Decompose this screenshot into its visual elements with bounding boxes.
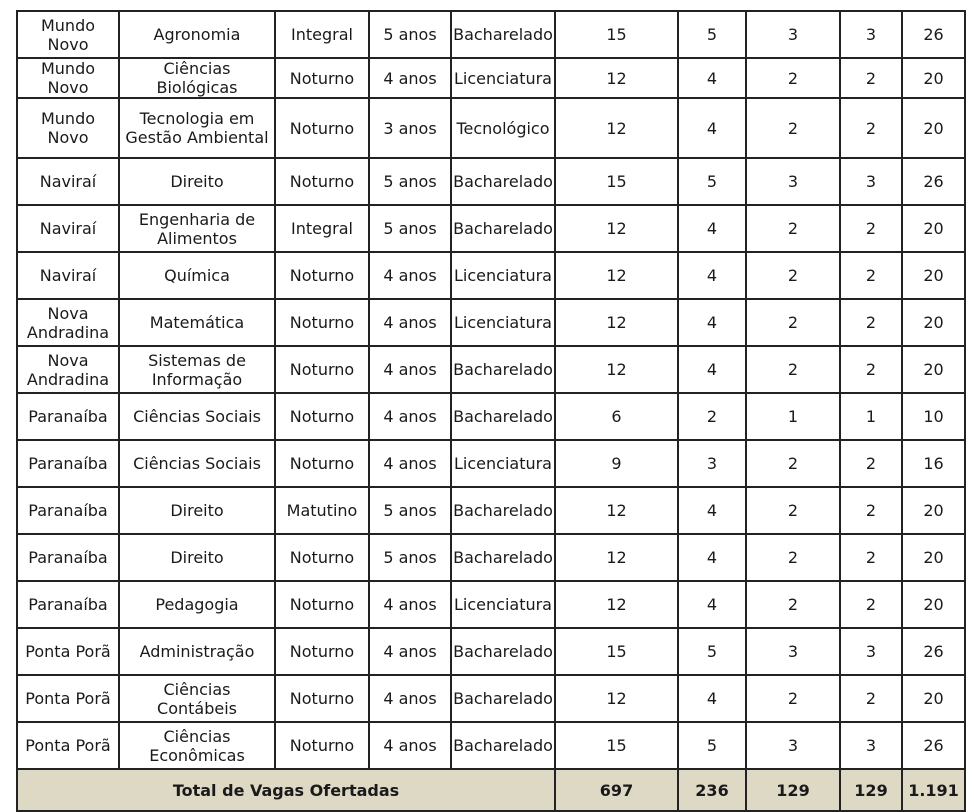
vagas-col2-cell: 4 (678, 346, 746, 393)
grau-cell: Licenciatura (451, 440, 555, 487)
campus-cell: Nova Andradina (17, 346, 119, 393)
duracao-cell: 5 anos (369, 205, 451, 252)
total-col4-value: 129 (840, 769, 902, 811)
duracao-cell: 4 anos (369, 628, 451, 675)
vagas-col3-cell: 3 (746, 158, 840, 205)
duracao-cell: 4 anos (369, 675, 451, 722)
vagas-total-cell: 10 (902, 393, 965, 440)
table-row (17, 393, 965, 440)
vagas-total-cell: 20 (902, 675, 965, 722)
table-row (17, 487, 965, 534)
table-row (17, 98, 965, 158)
grau-cell: Licenciatura (451, 581, 555, 628)
duracao-cell: 4 anos (369, 346, 451, 393)
grau-cell: Tecnológico (451, 98, 555, 158)
table-row (17, 252, 965, 299)
grau-cell: Bacharelado (451, 346, 555, 393)
vagas-col4-cell: 2 (840, 252, 902, 299)
vagas-total-cell: 16 (902, 440, 965, 487)
vagas-col3-cell: 3 (746, 628, 840, 675)
vagas-col1-cell: 15 (555, 158, 678, 205)
campus-cell: Naviraí (17, 158, 119, 205)
vagas-col1-cell: 15 (555, 628, 678, 675)
vagas-col4-cell: 1 (840, 393, 902, 440)
vagas-col3-cell: 2 (746, 487, 840, 534)
vagas-col2-cell: 4 (678, 675, 746, 722)
vagas-table (16, 10, 966, 812)
campus-cell: Naviraí (17, 205, 119, 252)
table-row (17, 628, 965, 675)
vagas-col1-cell: 12 (555, 252, 678, 299)
grau-cell: Bacharelado (451, 722, 555, 769)
curso-cell: Pedagogia (119, 581, 275, 628)
vagas-col2-cell: 4 (678, 205, 746, 252)
vagas-col2-cell: 4 (678, 98, 746, 158)
curso-cell: Administração (119, 628, 275, 675)
vagas-col3-cell: 2 (746, 299, 840, 346)
grau-cell: Bacharelado (451, 205, 555, 252)
vagas-total-cell: 20 (902, 252, 965, 299)
vagas-col3-cell: 3 (746, 722, 840, 769)
total-label: Total de Vagas Ofertadas (17, 769, 555, 811)
campus-cell: Paranaíba (17, 393, 119, 440)
vagas-col4-cell: 2 (840, 487, 902, 534)
table-row (17, 534, 965, 581)
vagas-col4-cell: 3 (840, 158, 902, 205)
vagas-col3-cell: 2 (746, 98, 840, 158)
vagas-col1-cell: 12 (555, 299, 678, 346)
turno-cell: Noturno (275, 299, 369, 346)
vagas-col1-cell: 12 (555, 205, 678, 252)
vagas-col1-cell: 12 (555, 534, 678, 581)
campus-cell: Paranaíba (17, 534, 119, 581)
vagas-col3-cell: 3 (746, 11, 840, 58)
curso-cell: Direito (119, 158, 275, 205)
vagas-total-cell: 26 (902, 722, 965, 769)
turno-cell: Noturno (275, 628, 369, 675)
vagas-col1-cell: 12 (555, 581, 678, 628)
campus-cell: Paranaíba (17, 487, 119, 534)
duracao-cell: 4 anos (369, 58, 451, 98)
campus-cell: Paranaíba (17, 440, 119, 487)
vagas-col2-cell: 4 (678, 58, 746, 98)
vagas-col3-cell: 2 (746, 534, 840, 581)
curso-cell: Química (119, 252, 275, 299)
vagas-col1-cell: 6 (555, 393, 678, 440)
vagas-col2-cell: 4 (678, 252, 746, 299)
vagas-col2-cell: 3 (678, 440, 746, 487)
curso-cell: Sistemas de Informação (119, 346, 275, 393)
campus-cell: Mundo Novo (17, 11, 119, 58)
vagas-total-cell: 26 (902, 628, 965, 675)
vagas-total-cell: 26 (902, 11, 965, 58)
vagas-col1-cell: 15 (555, 722, 678, 769)
vagas-col4-cell: 2 (840, 675, 902, 722)
table-row (17, 722, 965, 769)
vagas-total-cell: 20 (902, 205, 965, 252)
vagas-col3-cell: 2 (746, 346, 840, 393)
vagas-col4-cell: 2 (840, 581, 902, 628)
total-col2-value: 236 (678, 769, 746, 811)
table-row (17, 440, 965, 487)
duracao-cell: 5 anos (369, 158, 451, 205)
duracao-cell: 4 anos (369, 722, 451, 769)
vagas-col4-cell: 2 (840, 58, 902, 98)
grau-cell: Bacharelado (451, 393, 555, 440)
duracao-cell: 4 anos (369, 440, 451, 487)
vagas-col2-cell: 4 (678, 487, 746, 534)
vagas-total-cell: 20 (902, 487, 965, 534)
curso-cell: Ciências Sociais (119, 393, 275, 440)
vagas-total-cell: 20 (902, 534, 965, 581)
table-row (17, 205, 965, 252)
duracao-cell: 3 anos (369, 98, 451, 158)
turno-cell: Noturno (275, 252, 369, 299)
table-row (17, 58, 965, 98)
vagas-col1-cell: 12 (555, 346, 678, 393)
grau-cell: Licenciatura (451, 58, 555, 98)
vagas-col3-cell: 2 (746, 440, 840, 487)
grau-cell: Bacharelado (451, 675, 555, 722)
turno-cell: Noturno (275, 581, 369, 628)
turno-cell: Noturno (275, 346, 369, 393)
vagas-col4-cell: 2 (840, 205, 902, 252)
vagas-col1-cell: 15 (555, 11, 678, 58)
turno-cell: Noturno (275, 58, 369, 98)
vagas-col2-cell: 4 (678, 299, 746, 346)
vagas-total-cell: 20 (902, 581, 965, 628)
table-row (17, 675, 965, 722)
turno-cell: Noturno (275, 98, 369, 158)
vagas-total-cell: 20 (902, 299, 965, 346)
vagas-col1-cell: 12 (555, 487, 678, 534)
vagas-col4-cell: 3 (840, 628, 902, 675)
duracao-cell: 4 anos (369, 299, 451, 346)
vagas-col3-cell: 1 (746, 393, 840, 440)
duracao-cell: 5 anos (369, 11, 451, 58)
curso-cell: Ciências Biológicas (119, 58, 275, 98)
table-row (17, 581, 965, 628)
duracao-cell: 4 anos (369, 393, 451, 440)
duracao-cell: 5 anos (369, 487, 451, 534)
turno-cell: Noturno (275, 534, 369, 581)
vagas-col4-cell: 2 (840, 346, 902, 393)
total-row (17, 769, 965, 811)
campus-cell: Ponta Porã (17, 722, 119, 769)
grau-cell: Bacharelado (451, 534, 555, 581)
table-body (17, 11, 965, 811)
table-row (17, 346, 965, 393)
vagas-col3-cell: 2 (746, 252, 840, 299)
vagas-col1-cell: 12 (555, 58, 678, 98)
vagas-col3-cell: 2 (746, 58, 840, 98)
turno-cell: Integral (275, 205, 369, 252)
vagas-col3-cell: 2 (746, 581, 840, 628)
vagas-col3-cell: 2 (746, 675, 840, 722)
turno-cell: Matutino (275, 487, 369, 534)
turno-cell: Noturno (275, 722, 369, 769)
curso-cell: Direito (119, 487, 275, 534)
duracao-cell: 4 anos (369, 581, 451, 628)
vagas-total-cell: 20 (902, 98, 965, 158)
vagas-col2-cell: 4 (678, 534, 746, 581)
vagas-col4-cell: 3 (840, 722, 902, 769)
vagas-col2-cell: 5 (678, 158, 746, 205)
curso-cell: Ciências Contábeis (119, 675, 275, 722)
vagas-col3-cell: 2 (746, 205, 840, 252)
curso-cell: Engenharia de Alimentos (119, 205, 275, 252)
campus-cell: Ponta Porã (17, 675, 119, 722)
grand-total-value: 1.191 (902, 769, 965, 811)
curso-cell: Ciências Econômicas (119, 722, 275, 769)
curso-cell: Ciências Sociais (119, 440, 275, 487)
curso-cell: Agronomia (119, 11, 275, 58)
vagas-total-cell: 20 (902, 58, 965, 98)
campus-cell: Ponta Porã (17, 628, 119, 675)
total-col1-value: 697 (555, 769, 678, 811)
campus-cell: Nova Andradina (17, 299, 119, 346)
table-row (17, 11, 965, 58)
vagas-total-cell: 20 (902, 346, 965, 393)
vagas-col4-cell: 2 (840, 534, 902, 581)
grau-cell: Bacharelado (451, 487, 555, 534)
turno-cell: Noturno (275, 158, 369, 205)
vagas-col4-cell: 2 (840, 98, 902, 158)
vagas-total-cell: 26 (902, 158, 965, 205)
curso-cell: Matemática (119, 299, 275, 346)
campus-cell: Mundo Novo (17, 98, 119, 158)
duracao-cell: 5 anos (369, 534, 451, 581)
table-row (17, 158, 965, 205)
vagas-col4-cell: 2 (840, 440, 902, 487)
vagas-col2-cell: 5 (678, 11, 746, 58)
duracao-cell: 4 anos (369, 252, 451, 299)
vagas-col1-cell: 9 (555, 440, 678, 487)
grau-cell: Licenciatura (451, 252, 555, 299)
curso-cell: Direito (119, 534, 275, 581)
vagas-col2-cell: 2 (678, 393, 746, 440)
curso-cell: Tecnologia em Gestão Ambiental (119, 98, 275, 158)
grau-cell: Bacharelado (451, 11, 555, 58)
vagas-col2-cell: 5 (678, 628, 746, 675)
vagas-col4-cell: 3 (840, 11, 902, 58)
campus-cell: Paranaíba (17, 581, 119, 628)
turno-cell: Noturno (275, 675, 369, 722)
turno-cell: Integral (275, 11, 369, 58)
vagas-col2-cell: 5 (678, 722, 746, 769)
campus-cell: Naviraí (17, 252, 119, 299)
table-row (17, 299, 965, 346)
turno-cell: Noturno (275, 393, 369, 440)
grau-cell: Licenciatura (451, 299, 555, 346)
vagas-col2-cell: 4 (678, 581, 746, 628)
vagas-col1-cell: 12 (555, 675, 678, 722)
total-col3-value: 129 (746, 769, 840, 811)
grau-cell: Bacharelado (451, 628, 555, 675)
campus-cell: Mundo Novo (17, 58, 119, 98)
vagas-col1-cell: 12 (555, 98, 678, 158)
turno-cell: Noturno (275, 440, 369, 487)
vagas-col4-cell: 2 (840, 299, 902, 346)
grau-cell: Bacharelado (451, 158, 555, 205)
